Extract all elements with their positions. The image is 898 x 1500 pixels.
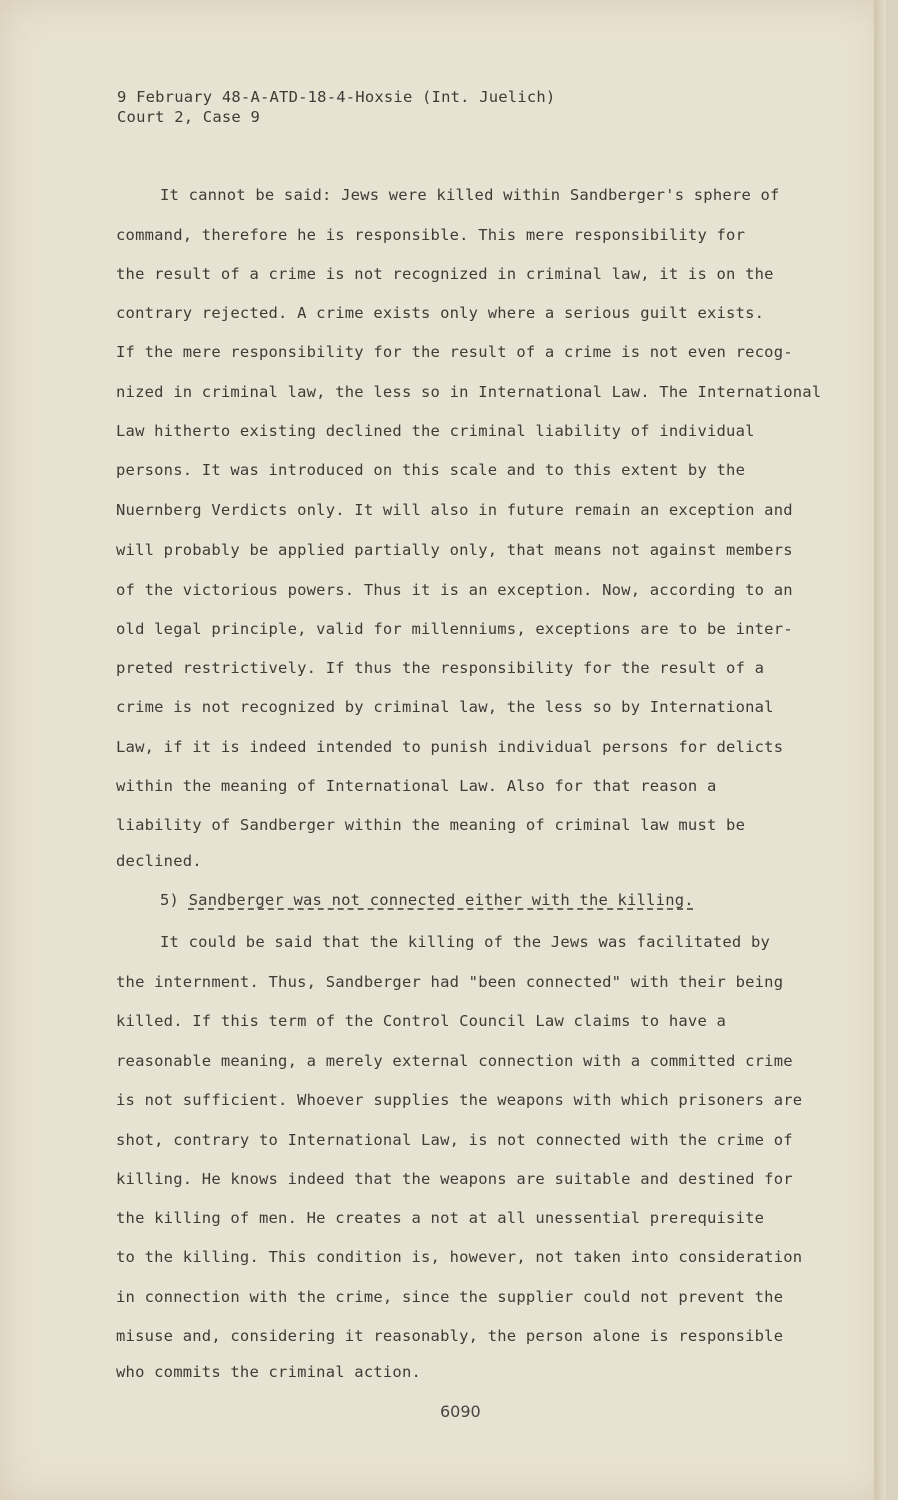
body-line: It could be said that the killing of the Jews was facilitated by bbox=[160, 933, 771, 951]
header-line-2: Court 2, Case 9 bbox=[117, 108, 260, 126]
body-line: It cannot be said: Jews were killed within Sandberger's sphere of bbox=[160, 186, 780, 204]
body-line: who commits the criminal action. bbox=[116, 1363, 422, 1381]
body-line: crime is not recognized by criminal law, the less so by International bbox=[116, 698, 774, 716]
section-heading bbox=[160, 890, 694, 910]
body-line: to the killing. This condition is, however, not taken into consideration bbox=[116, 1248, 803, 1266]
body-line: nized in criminal law, the less so in International Law. The International bbox=[116, 383, 822, 401]
body-line: within the meaning of International Law. Also for that reason a bbox=[116, 777, 717, 795]
body-line: the result of a crime is not recognized in criminal law, it is on the bbox=[116, 265, 774, 283]
section-heading-text: Sandberger was not connected either with the killing. bbox=[188, 891, 694, 909]
body-line: contrary rejected. A crime exists only where a serious guilt exists. bbox=[116, 304, 765, 322]
body-line: killed. If this term of the Control Council Law claims to have a bbox=[116, 1012, 727, 1030]
body-line: If the mere responsibility for the result of a crime is not even recog- bbox=[116, 343, 793, 361]
body-line: old legal principle, valid for millenniums, exceptions are to be inter- bbox=[116, 620, 793, 638]
body-line: in connection with the crime, since the supplier could not prevent the bbox=[116, 1288, 784, 1306]
body-line: killing. He knows indeed that the weapons are suitable and destined for bbox=[116, 1170, 793, 1188]
document-header bbox=[117, 87, 555, 127]
body-line: Law, if it is indeed intended to punish individual persons for delicts bbox=[116, 738, 784, 756]
section-number: 5) bbox=[160, 891, 180, 909]
body-line: Law hitherto existing declined the criminal liability of individual bbox=[116, 422, 755, 440]
body-line: the killing of men. He creates a not at all unessential prerequisite bbox=[116, 1209, 765, 1227]
body-line: declined. bbox=[116, 852, 202, 870]
body-line: preted restrictively. If thus the responsibility for the result of a bbox=[116, 659, 765, 677]
body-line: the internment. Thus, Sandberger had "been connected" with their being bbox=[116, 973, 784, 991]
body-line: of the victorious powers. Thus it is an exception. Now, according to an bbox=[116, 581, 793, 599]
body-line: command, therefore he is responsible. This mere responsibility for bbox=[116, 226, 746, 244]
body-line: persons. It was introduced on this scale and to this extent by the bbox=[116, 461, 746, 479]
body-line: reasonable meaning, a merely external connection with a committed crime bbox=[116, 1052, 793, 1070]
body-line: liability of Sandberger within the meaning of criminal law must be bbox=[116, 816, 746, 834]
page-number: 6090 bbox=[440, 1402, 481, 1421]
body-line: shot, contrary to International Law, is not connected with the crime of bbox=[116, 1131, 793, 1149]
body-line: Nuernberg Verdicts only. It will also in future remain an exception and bbox=[116, 501, 793, 519]
body-line: is not sufficient. Whoever supplies the weapons with which prisoners are bbox=[116, 1091, 803, 1109]
page-edge bbox=[874, 0, 886, 1500]
header-line-1: 9 February 48-A-ATD-18-4-Hoxsie (Int. Juelich) bbox=[117, 88, 556, 106]
body-line: misuse and, considering it reasonably, the person alone is responsible bbox=[116, 1327, 784, 1345]
body-line: will probably be applied partially only, that means not against members bbox=[116, 541, 793, 559]
